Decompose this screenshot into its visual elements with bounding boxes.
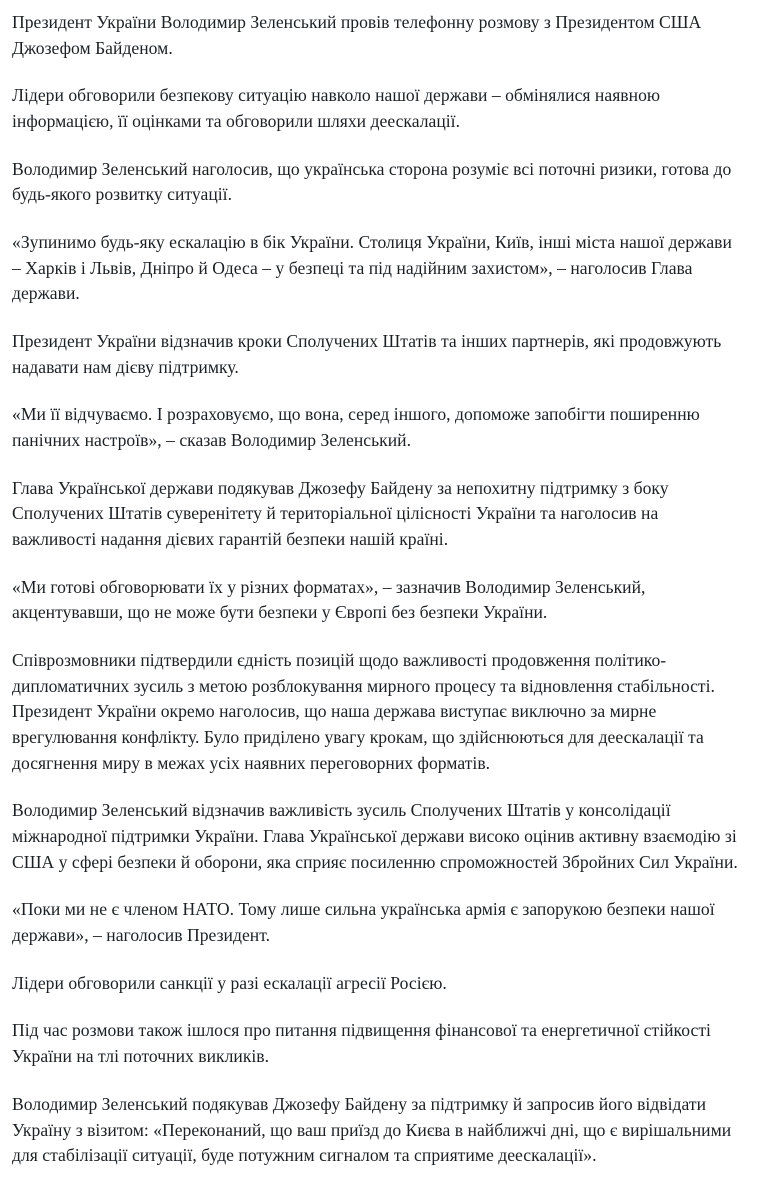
article-paragraph: Лідери обговорили безпекову ситуацію навколо нашої держави – обмінялися наявною інформацією, її оцінками та обговорили шляхи деескалації. bbox=[12, 85, 661, 132]
article-paragraph: Під час розмови також ішлося про питання підвищення фінансової та енергетичної стійкості України на тлі поточних викликів. bbox=[12, 1020, 711, 1067]
article-paragraph: Лідери обговорили санкції у разі ескалації агресії Росією. bbox=[12, 972, 447, 993]
article-paragraph: «Поки ми не є членом НАТО. Тому лише сильна українська армія є запорукою безпеки нашої держави», – наголосив Президент. bbox=[12, 899, 715, 946]
article-paragraph: Співрозмовники підтвердили єдність позицій щодо важливості продовження політико-дипломатичних зусиль з метою розблокування мирного процесу та відновлення стабільності. Президент України окремо наголосив, що наша держава виступає виключно за мирне врегулювання конфлікту. Було приділено увагу крокам, що здійснюються для деескалації та досягнення миру в межах усіх наявних переговорних форматів. bbox=[12, 650, 715, 773]
article-paragraph: Президент України Володимир Зеленський провів телефонну розмову з Президентом США Джозефом Байденом. bbox=[12, 12, 702, 58]
article-paragraph: Володимир Зеленський наголосив, що українська сторона розуміє всі поточні ризики, готова до будь-якого розвитку ситуації. bbox=[12, 158, 732, 205]
article-paragraph: «Зупинимо будь-яку ескалацію в бік України. Столиця України, Київ, інші міста нашої держави – Харків і Львів, Дніпро й Одеса – у безпеці та під надійним захистом», – наголосив Глава держави. bbox=[12, 232, 732, 304]
article-paragraph: «Ми її відчуваємо. І розраховуємо, що вона, серед іншого, допоможе запобігти поширенню панічних настроїв», – сказав Володимир Зеленський. bbox=[12, 404, 700, 451]
article-paragraph: Президент України відзначив кроки Сполучених Штатів та інших партнерів, які продовжують надавати нам дієву підтримку. bbox=[12, 331, 722, 377]
article-paragraph: «Ми готові обговорювати їх у різних форматах», – зазначив Володимир Зеленський, акцентувавши, що не може бути безпеки у Європі без безпеки України. bbox=[12, 576, 646, 623]
article-paragraph: Володимир Зеленський відзначив важливість зусиль Сполучених Штатів у консолідації міжнародної підтримки України. Глава Української держави високо оцінив активну взаємодію зі США у сфері безпеки й оборони, яка сприяє посиленню спроможностей Збройних Сил України. bbox=[12, 800, 738, 872]
article-paragraph: Володимир Зеленський подякував Джозефу Байдену за підтримку й запросив його відвідати Україну з візитом: «Переконаний, що ваш приїзд до Києва в найближчі дні, що є вирішальними для стабілізації ситуації, буде потужним сигналом та сприятиме деескалації». bbox=[12, 1093, 732, 1166]
article-paragraph: Глава Української держави подякував Джозефу Байдену за непохитну підтримку з боку Сполучених Штатів суверенітету й територіальної цілісності України та наголосив на важливості надання дієвих гарантій безпеки нашій країні. bbox=[12, 477, 669, 550]
